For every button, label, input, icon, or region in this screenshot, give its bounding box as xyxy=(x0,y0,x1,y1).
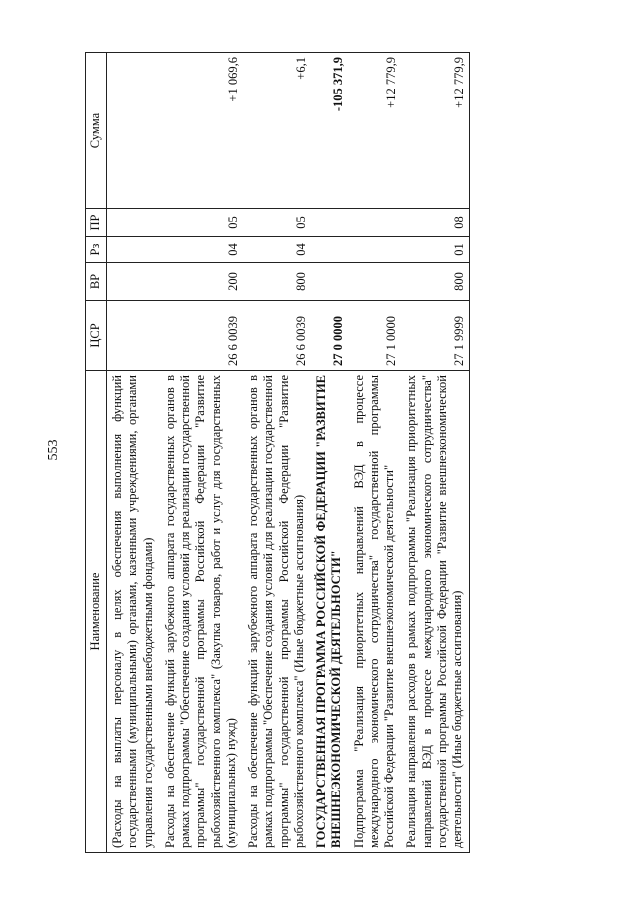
row-vr: 800 xyxy=(243,263,311,301)
header-csr: ЦСР xyxy=(86,301,107,371)
header-vr: ВР xyxy=(86,263,107,301)
row-rz xyxy=(311,237,349,263)
row-csr: 26 6 0039 xyxy=(243,301,311,371)
row-pr: 05 xyxy=(243,209,311,237)
row-csr: 27 1 0000 xyxy=(349,301,402,371)
row-pr: 05 xyxy=(160,209,243,237)
row-sum: -105 371,9 xyxy=(311,53,349,209)
row-name: Подпрограмма "Реализация приоритетных направлений ВЭД в процессе международного экономического сотрудничества" государственной программы Российской Федерации "Развитие внешнеэкономической деятельности" xyxy=(349,371,402,853)
row-name: Расходы на обеспечение функций зарубежного аппарата государственных органов в рамках подпрограммы "Обеспечение создания условий для реализации государственной программы" государственной программы Российской Федерации "Развитие рыбохозяйственного комплекса" (Иные бюджетные ассигнования) xyxy=(243,371,311,853)
row-csr xyxy=(107,301,160,371)
row-pr xyxy=(311,209,349,237)
row-name: Расходы на обеспечение функций зарубежного аппарата государственных органов в рамках подпрограммы "Обеспечение создания условий для реализации государственной программы" государственной программы Российской Федерации "Развитие рыбохозяйственного комплекса" (Закупка товаров, работ и услуг для государственных (муниципальных) нужд) xyxy=(160,371,243,853)
row-sum xyxy=(107,53,160,209)
header-sum: Сумма xyxy=(86,53,107,209)
table-row xyxy=(243,53,311,853)
row-vr: 800 xyxy=(401,263,470,301)
header-rz: Рз xyxy=(86,237,107,263)
row-rz: 04 xyxy=(243,237,311,263)
row-pr xyxy=(107,209,160,237)
table-header-row xyxy=(86,53,107,853)
row-csr: 27 1 9999 xyxy=(401,301,470,371)
row-rz: 04 xyxy=(160,237,243,263)
table-row xyxy=(401,53,470,853)
row-name: (Расходы на выплаты персоналу в целях обеспечения выполнения функций государственными (муниципальными) органами, казенными учреждениями, органами управления государственными внебюджетными фондами) xyxy=(107,371,160,853)
row-rz: 01 xyxy=(401,237,470,263)
row-vr: 200 xyxy=(160,263,243,301)
table-row xyxy=(349,53,402,853)
row-csr: 26 6 0039 xyxy=(160,301,243,371)
header-pr: ПР xyxy=(86,209,107,237)
row-vr xyxy=(107,263,160,301)
row-name: ГОСУДАРСТВЕННАЯ ПРОГРАММА РОССИЙСКОЙ ФЕДЕРАЦИИ "РАЗВИТИЕ ВНЕШНЕЭКОНОМИЧЕСКОЙ ДЕЯТЕЛЬНОСТИ" xyxy=(311,371,349,853)
table-row xyxy=(311,53,349,853)
table-row xyxy=(160,53,243,853)
row-rz xyxy=(349,237,402,263)
row-pr: 08 xyxy=(401,209,470,237)
row-sum: +12 779,9 xyxy=(401,53,470,209)
row-sum: +1 069,6 xyxy=(160,53,243,209)
rotated-page xyxy=(85,53,605,853)
row-pr xyxy=(349,209,402,237)
row-vr xyxy=(311,263,349,301)
row-sum: +6,1 xyxy=(243,53,311,209)
header-name: Наименование xyxy=(86,371,107,853)
table-row xyxy=(107,53,160,853)
budget-table xyxy=(85,52,470,853)
row-csr: 27 0 0000 xyxy=(311,301,349,371)
page-number: 553 xyxy=(46,439,61,461)
row-sum: +12 779,9 xyxy=(349,53,402,209)
row-rz xyxy=(107,237,160,263)
row-vr xyxy=(349,263,402,301)
row-name: Реализация направления расходов в рамках подпрограммы "Реализация приоритетных направлений ВЭД в процессе международного экономического сотрудничества" государственной программы Российской Федерации "Развитие внешнеэкономической деятельности" (Иные бюджетные ассигнования) xyxy=(401,371,470,853)
